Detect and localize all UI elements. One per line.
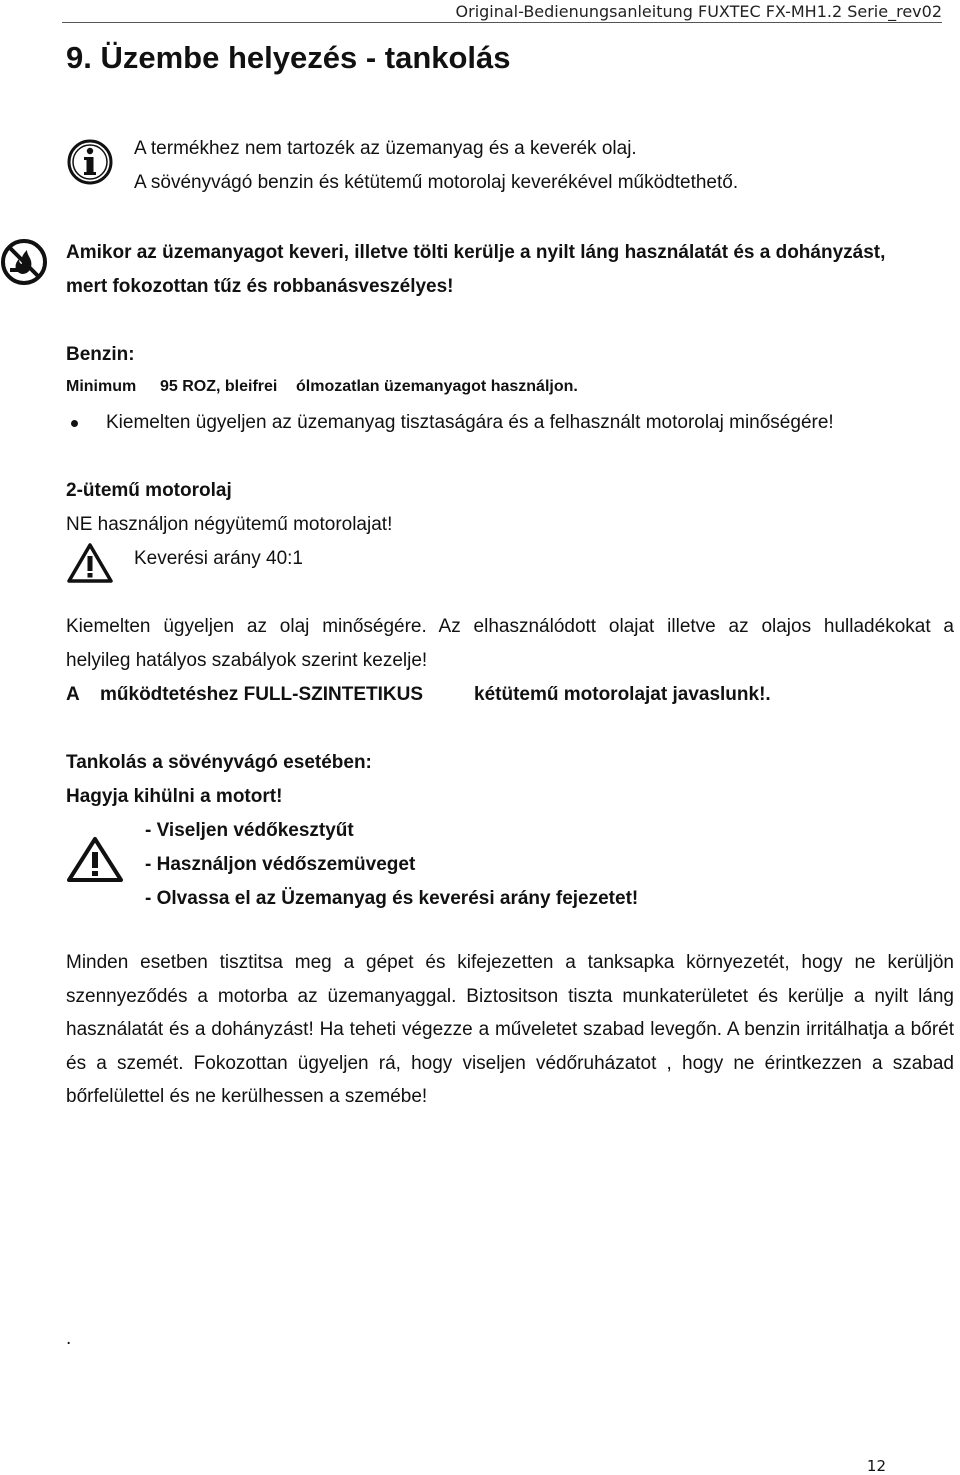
info-icon (66, 138, 114, 186)
oil-recommend-full-synthetic: működtetéshez FULL-SZINTETIKUS (100, 684, 424, 705)
fire-warning-line-2: mert fokozottan tűz és robbanásveszélyes! (66, 276, 454, 297)
benzin-minimum-rest: ólmozatlan üzemanyagot használjon. (296, 378, 578, 395)
benzin-minimum-label: Minimum (66, 378, 137, 395)
info-line-2: A sövényvágó benzin és kétütemű motorolaj keverékével működtethető. (134, 172, 739, 193)
page-number: 12 (866, 1457, 886, 1475)
bullet-dot (71, 420, 78, 427)
benzin-minimum-value: 95 ROZ, bleifrei (160, 378, 278, 395)
oil-heading: 2-ütemű motorolaj (66, 480, 232, 501)
document-header-title: Original-Bedienungsanleitung FUXTEC FX-MH1.2 Serie_rev02 (455, 2, 942, 21)
refuel-heading: Tankolás a sövényvágó esetében: (66, 752, 372, 773)
oil-recommend-a: A (66, 684, 80, 705)
oil-no-four-stroke: NE használjon négyütemű motorolajat! (66, 514, 393, 535)
no-fire-no-smoking-icon (0, 238, 48, 286)
oil-mix-ratio: Keverési arány 40:1 (134, 548, 303, 569)
section-title: 9. Üzembe helyezés - tankolás (66, 40, 511, 75)
benzin-heading: Benzin: (66, 344, 135, 365)
info-line-1: A termékhez nem tartozék az üzemanyag és a keverék olaj. (134, 138, 637, 159)
stray-mark: . (66, 1328, 72, 1349)
oil-quality-line-2: helyileg hatályos szabályok szerint kezelje! (66, 650, 428, 671)
oil-quality-line-1: Kiemelten ügyeljen az olaj minőségére. Az elhasználódott olajat illetve az olajos hulladékokat a (66, 616, 954, 637)
benzin-bullet-text: Kiemelten ügyeljen az üzemanyag tisztaságára és a felhasznált motorolaj minőségére! (106, 412, 834, 433)
refuel-item-gloves: - Viseljen védőkesztyűt (145, 820, 354, 841)
oil-recommend-rest: kétütemű motorolajat javaslunk!. (474, 684, 771, 705)
warning-triangle-icon (66, 836, 124, 884)
warning-triangle-icon (66, 542, 114, 584)
header-divider (62, 22, 942, 23)
fire-warning-line-1: Amikor az üzemanyagot keveri, illetve tölti kerülje a nyilt láng használatát és a dohányzást, (66, 242, 886, 263)
refuel-item-goggles: - Használjon védőszemüveget (145, 854, 416, 875)
refuel-cool-engine: Hagyja kihülni a motort! (66, 786, 283, 807)
refuel-item-read-chapter: - Olvassa el az Üzemanyag és keverési arány fejezetet! (145, 888, 639, 909)
cleaning-paragraph: Minden esetben tisztitsa meg a gépet és kifejezetten a tanksapka környezetét, hogy ne kerüljön szennyeződés a motorba az üzemanyaggal. Biztositson tiszta munkaterületet és kerülje a nyilt láng használatát és a dohányzást! Ha teheti végezze a műveletet szabad levegőn. A benzin irritálhatja a bőrét és a szemét. Fokozottan ügyeljen rá, hogy viseljen védőruházatot , hogy ne érintkezzen a szabad bőrfelülettel és ne kerülhessen a szemébe! (66, 952, 954, 1108)
